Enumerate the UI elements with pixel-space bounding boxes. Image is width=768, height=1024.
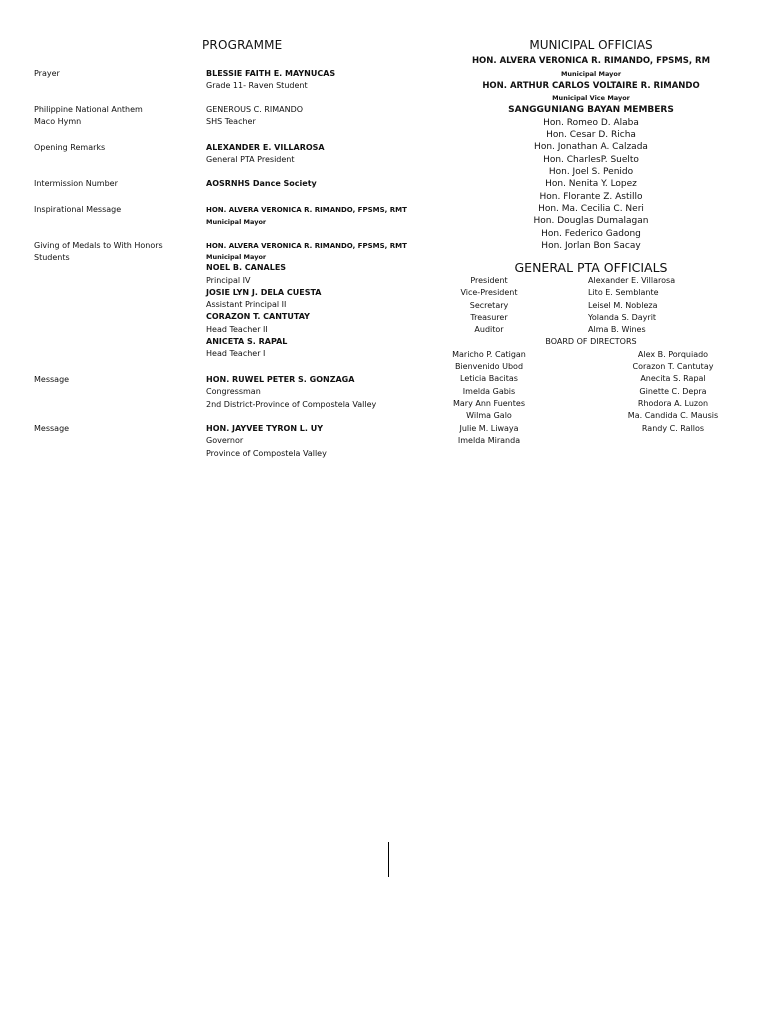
sb-member: Hon. Joel S. Penido: [548, 166, 634, 177]
board-row: [446, 386, 736, 398]
item-detail: [206, 104, 434, 129]
board-member: Corazon T. Cantutay: [632, 362, 714, 372]
pta-officers: [446, 275, 736, 447]
speaker-role: Assistant Principal II: [206, 300, 287, 310]
sb-member: Hon. Florante Z. Astillo: [539, 191, 643, 202]
municipal-title: MUNICIPAL OFFICIAS: [529, 38, 653, 52]
item-label: Message: [34, 424, 70, 433]
board-member: Wilma Galo: [466, 411, 512, 421]
item-detail: [206, 240, 434, 361]
item-label-line: Philippine National Anthem: [34, 105, 143, 114]
speaker-name: HON. RUWEL PETER S. GONZAGA: [206, 375, 355, 384]
pta-title: GENERAL PTA OFFICIALS: [514, 260, 668, 275]
speaker-name: GENEROUS C. RIMANDO: [206, 105, 304, 114]
item-detail: [206, 204, 434, 229]
mayor-role: Municipal Mayor: [560, 69, 622, 78]
item-label: [34, 240, 194, 265]
sb-member: Hon. Nenita Y. Lopez: [545, 179, 637, 190]
sb-member: Hon. Ma. Cecilia C. Neri: [538, 203, 644, 214]
pta-officer-row: [446, 312, 736, 324]
board-row: [446, 361, 736, 373]
board-row: [446, 423, 736, 435]
officer-name: Yolanda S. Dayrit: [588, 312, 657, 322]
speaker-role: Governor: [206, 436, 244, 446]
speaker-role: Grade 11- Raven Student: [206, 81, 308, 91]
sb-member: Hon. Cesar D. Richa: [546, 129, 636, 140]
sb-member: Hon. Romeo D. Alaba: [543, 117, 639, 128]
pta-officer-row: [446, 275, 736, 287]
item-label-line: Students: [34, 253, 70, 263]
performer-name: AOSRNHS Dance Society: [206, 179, 317, 188]
board-member: Randy C. Rallos: [641, 423, 705, 433]
officer-name: Leisel M. Nobleza: [588, 300, 658, 310]
mayor-name: HON. ALVERA VERONICA R. RIMANDO, FPSMS, RM: [471, 56, 711, 66]
item-label: Inspirational Message: [34, 205, 122, 214]
speaker-role: Congressman: [206, 387, 261, 397]
item-detail: [206, 142, 434, 167]
speaker-role: Municipal Mayor: [206, 253, 267, 262]
speaker-name: HON. ALVERA VERONICA R. RIMANDO, FPSMS, RMT: [206, 242, 407, 250]
sb-member: Hon. Federico Gadong: [541, 228, 641, 239]
item-label-line: Maco Hymn: [34, 117, 82, 127]
sb-member: Hon. CharlesP. Suelto: [543, 154, 639, 165]
board-member: Anecita S. Rapal: [640, 374, 706, 384]
board-row: [446, 373, 736, 385]
board-row: [446, 398, 736, 410]
officer-position: President: [470, 276, 508, 285]
text-cursor-mark: [388, 842, 389, 877]
pta-officer-row: [446, 287, 736, 299]
item-label: Message: [34, 375, 70, 384]
speaker-office: Province of Compostela Valley: [206, 448, 327, 458]
speaker-name: HON. ALVERA VERONICA R. RIMANDO, FPSMS, RMT: [206, 206, 407, 214]
speaker-name: ANICETA S. RAPAL: [206, 337, 288, 347]
speaker-name: CORAZON T. CANTUTAY: [206, 312, 310, 322]
board-member: Leticia Bacitas: [460, 374, 518, 384]
vice-mayor-name: HON. ARTHUR CARLOS VOLTAIRE R. RIMANDO: [482, 80, 700, 91]
speaker-role: SHS Teacher: [206, 117, 256, 127]
board-member: Rhodora A. Luzon: [637, 398, 709, 408]
item-label: Opening Remarks: [34, 143, 106, 152]
speaker-name: BLESSIE FAITH E. MAYNUCAS: [206, 69, 336, 78]
item-label: Intermission Number: [34, 179, 118, 188]
board-member: Bienvenido Ubod: [454, 362, 524, 372]
sb-members-title: SANGGUNIANG BAYAN MEMBERS: [508, 105, 674, 115]
item-label-line: Giving of Medals to With Honors: [34, 241, 163, 250]
item-label: Prayer: [34, 69, 60, 78]
programme-title: PROGRAMME: [202, 38, 283, 52]
pta-officer-row: [446, 324, 736, 336]
speaker-name: HON. JAYVEE TYRON L. UY: [206, 424, 324, 433]
board-title: BOARD OF DIRECTORS: [545, 337, 637, 347]
speaker-name: NOEL B. CANALES: [206, 263, 287, 273]
speaker-role: Head Teacher I: [206, 349, 266, 359]
sb-member: Hon. Jonathan A. Calzada: [534, 142, 648, 153]
board-member: Julie M. Liwaya: [459, 423, 519, 433]
board-member: Imelda Gabis: [462, 386, 516, 396]
speaker-office: 2nd District-Province of Compostela Valley: [206, 399, 377, 409]
officer-name: Alexander E. Villarosa: [588, 276, 676, 285]
municipal-officials: [446, 55, 736, 252]
officer-position: Vice-President: [460, 288, 518, 298]
vice-mayor-role: Municipal Vice Mayor: [552, 94, 630, 102]
board-member: Maricho P. Catigan: [452, 349, 526, 359]
pta-officer-row: [446, 300, 736, 312]
item-detail: [206, 423, 434, 460]
speaker-name: ALEXANDER E. VILLAROSA: [206, 143, 325, 152]
board-row: [446, 435, 736, 447]
officer-position: Secretary: [469, 300, 509, 310]
board-member: Alex B. Porquiado: [637, 349, 709, 359]
officer-name: Lito E. Semblante: [588, 288, 659, 298]
sb-member: Hon. Jorlan Bon Sacay: [541, 240, 641, 251]
speaker-role: Principal IV: [206, 275, 251, 285]
officer-name: Alma B. Wines: [588, 325, 646, 335]
item-label: [34, 104, 194, 129]
item-detail: [206, 374, 434, 411]
board-member: Ma. Candida C. Mausis: [627, 411, 719, 421]
board-row: [446, 349, 736, 361]
sb-member: Hon. Douglas Dumalagan: [533, 216, 649, 227]
speaker-role: General PTA President: [206, 155, 295, 165]
board-member: Mary Ann Fuentes: [453, 398, 525, 408]
speaker-role: Municipal Mayor: [206, 218, 267, 227]
board-member: Ginette C. Depra: [639, 386, 707, 396]
board-row: [446, 410, 736, 422]
item-detail: [206, 68, 434, 93]
speaker-name: JOSIE LYN J. DELA CUESTA: [206, 287, 322, 297]
officer-position: Treasurer: [470, 312, 508, 322]
speaker-role: Head Teacher II: [206, 324, 268, 334]
item-detail: [206, 178, 434, 190]
board-member: Imelda Miranda: [457, 435, 521, 445]
officer-position: Auditor: [474, 325, 504, 335]
